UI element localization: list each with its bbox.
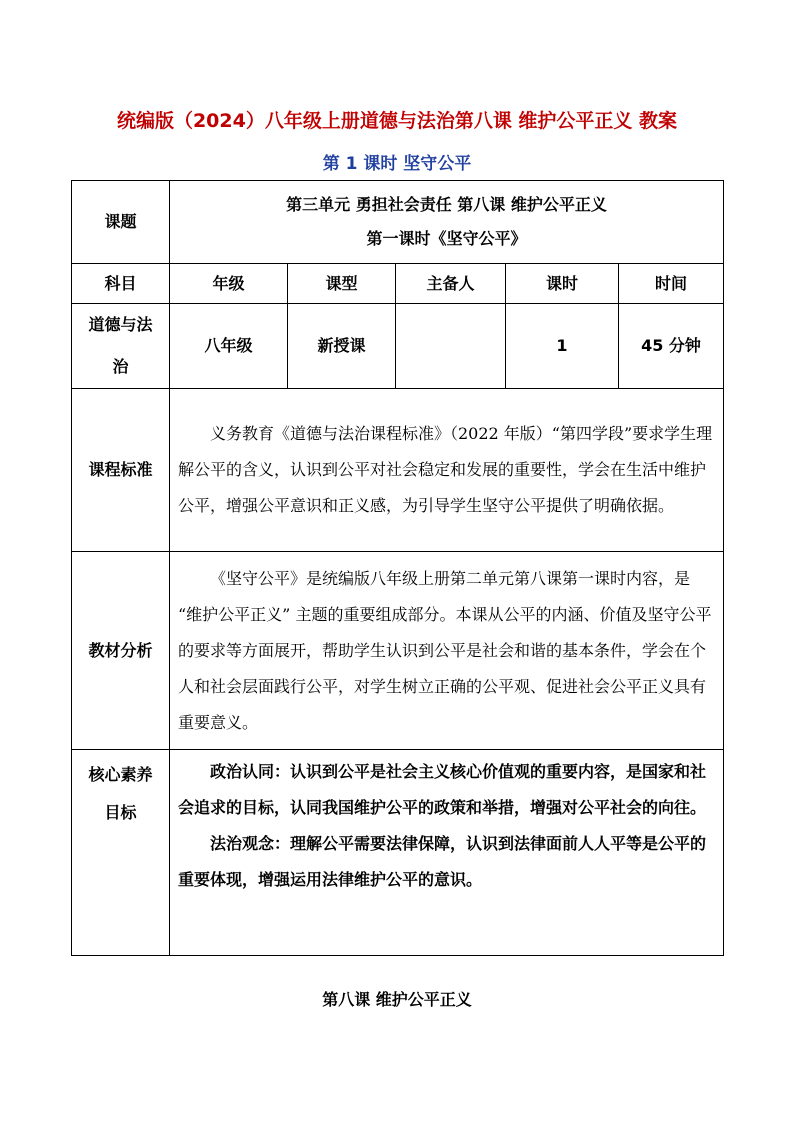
topic-cell	[170, 181, 724, 264]
analysis-label: 教材分析	[72, 552, 170, 750]
header-lesson-type: 课型	[288, 264, 396, 304]
standard-text: 义务教育《道德与法治课程标准》（2022 年版）“第四学段”要求学生理解公平的含义，认识到公平对社会稳定和发展的重要性，学会在生活中维护公平，增强公平意识和正义感，为引导学生坚守公平提供了明确依据。	[178, 424, 713, 515]
goal-political-identity: 政治认同：认识到公平是社会主义核心价值观的重要内容，是国家和社会追求的目标，认同我国维护公平的政策和举措，增强对公平社会的向往。	[178, 762, 707, 817]
value-subject: 道德与法治	[72, 304, 170, 389]
standard-cell	[170, 389, 724, 552]
header-time: 时间	[619, 264, 724, 304]
header-preparer: 主备人	[396, 264, 506, 304]
section-heading: 第八课 维护公平正义	[322, 990, 472, 1009]
value-periods: 1	[506, 304, 619, 389]
topic-line-2: 第一课时《坚守公平》	[366, 229, 527, 248]
value-lesson-type: 新授课	[288, 304, 396, 389]
topic-line-1: 第三单元 勇担社会责任 第八课 维护公平正义	[286, 195, 607, 214]
header-periods: 课时	[506, 264, 619, 304]
standard-label: 课程标准	[72, 389, 170, 552]
value-time: 45 分钟	[619, 304, 724, 389]
header-grade: 年级	[170, 264, 288, 304]
lesson-plan-table	[71, 180, 724, 956]
goals-cell	[170, 750, 724, 956]
analysis-text: 《坚守公平》是统编版八年级上册第二单元第八课第一课时内容，是 “维护公平正义” 主题的重要组成部分。本课从公平的内涵、价值及坚守公平的要求等方面展开，帮助学生认识到公平是社会和谐的基本条件，学会在个人和社会层面践行公平，对学生树立正确的公平观、促进社会公平正义具有重要意义。	[178, 568, 712, 732]
value-grade: 八年级	[170, 304, 288, 389]
topic-label: 课题	[72, 181, 170, 264]
value-preparer	[396, 304, 506, 389]
header-subject: 科目	[72, 264, 170, 304]
document-title: 统编版（2024）八年级上册道德与法治第八课 维护公平正义 教案	[116, 110, 678, 132]
analysis-cell	[170, 552, 724, 750]
lesson-subtitle: 第 1 课时 坚守公平	[322, 154, 472, 174]
goal-rule-of-law: 法治观念：理解公平需要法律保障，认识到法律面前人人平等是公平的重要体现，增强运用法律维护公平的意识。	[178, 834, 707, 889]
goals-label: 核心素养目标	[72, 750, 170, 956]
